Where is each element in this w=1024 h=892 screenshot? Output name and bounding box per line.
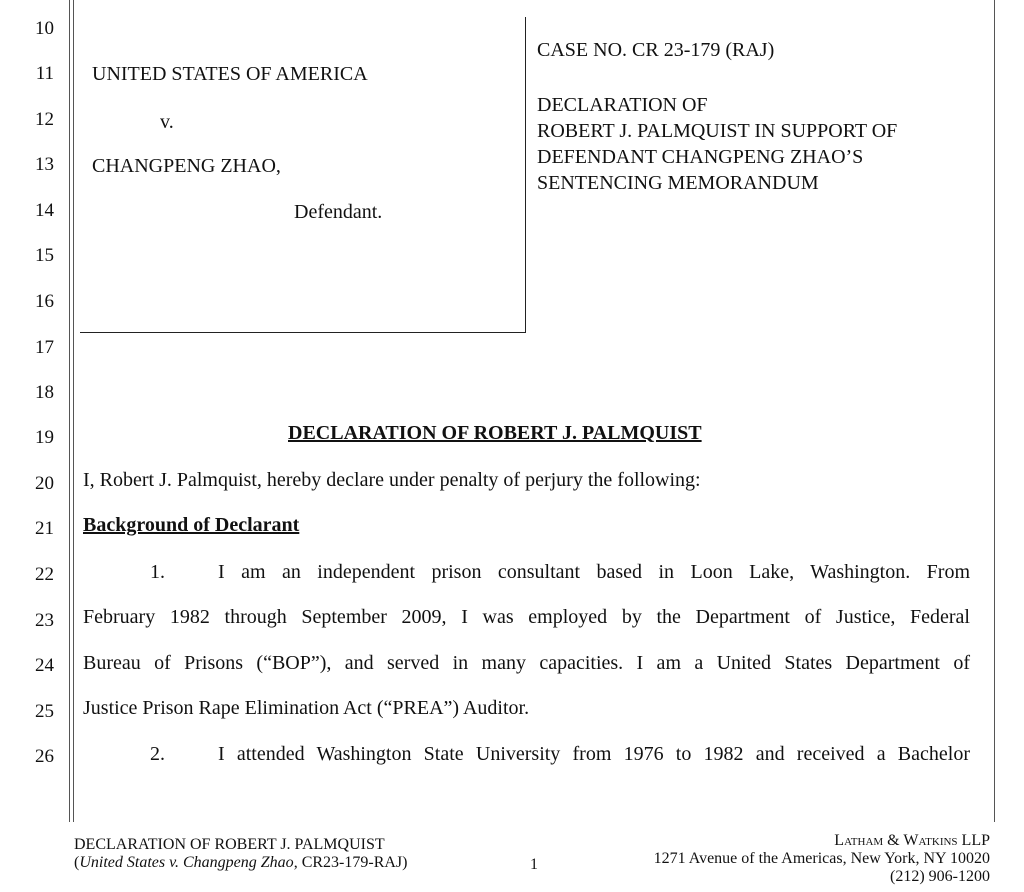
firm-name: Latham & Watkins LLP [834, 832, 990, 849]
paragraph-line: Justice Prison Rape Elimination Act (“PREA”) Auditor. [83, 697, 530, 719]
line-number: 20 [35, 473, 54, 494]
line-number: 15 [35, 245, 54, 266]
defendant-role: Defendant. [294, 201, 383, 223]
line-number: 16 [35, 291, 54, 312]
document-title-line: SENTENCING MEMORANDUM [537, 172, 819, 194]
line-number: 13 [35, 154, 54, 175]
case-name: United States v. Changpeng Zhao [79, 854, 294, 871]
paragraph-number: 2. [150, 743, 165, 765]
left-margin-rule [69, 0, 70, 822]
paragraph-number: 1. [150, 561, 165, 583]
line-number: 17 [35, 337, 54, 358]
document-title-line: DECLARATION OF [537, 94, 708, 116]
line-number: 26 [35, 746, 54, 767]
footer-document-id [74, 836, 407, 872]
versus-label: v. [160, 111, 174, 133]
firm-phone: (212) 906-1200 [890, 868, 990, 885]
document-title-line: DEFENDANT CHANGPENG ZHAO’S [537, 146, 864, 168]
line-number: 24 [35, 655, 54, 676]
document-title [537, 92, 897, 196]
footer-title: DECLARATION OF ROBERT J. PALMQUIST [74, 836, 385, 853]
line-number: 23 [35, 610, 54, 631]
line-number: 11 [35, 63, 54, 84]
defendant-name: CHANGPENG ZHAO, [92, 155, 281, 177]
plaintiff-name: UNITED STATES OF AMERICA [92, 63, 368, 85]
paragraph-line: I am an independent prison consultant based in Loon Lake, Washington. From [218, 561, 970, 583]
paragraph-line: February 1982 through September 2009, I was employed by the Department of Justice, Federal [83, 606, 970, 628]
intro-line: I, Robert J. Palmquist, hereby declare under penalty of perjury the following: [83, 469, 701, 491]
line-number: 18 [35, 382, 54, 403]
line-number: 12 [35, 109, 54, 130]
left-margin-rule-inner [73, 0, 74, 822]
document-title-line: ROBERT J. PALMQUIST IN SUPPORT OF [537, 120, 898, 142]
declaration-heading: DECLARATION OF ROBERT J. PALMQUIST [288, 422, 702, 444]
line-number: 14 [35, 200, 54, 221]
firm-address: 1271 Avenue of the Americas, New York, NY 10020 [653, 850, 990, 867]
case-number: CASE NO. CR 23-179 (RAJ) [537, 39, 775, 61]
line-number: 10 [35, 18, 54, 39]
footer-case-citation: (United States v. Changpeng Zhao, CR23-179-RAJ) [74, 854, 408, 871]
line-number: 21 [35, 518, 54, 539]
caption-underline [80, 332, 526, 333]
caption-divider [525, 17, 526, 333]
right-margin-rule [994, 0, 995, 822]
paragraph-line: Bureau of Prisons (“BOP”), and served in many capacities. I am a United States Department of [83, 652, 970, 674]
line-number: 25 [35, 701, 54, 722]
paragraph-line: I attended Washington State University from 1976 to 1982 and received a Bachelor [218, 743, 970, 765]
section-subheading: Background of Declarant [83, 514, 300, 536]
page-number: 1 [530, 856, 538, 873]
line-number: 19 [35, 427, 54, 448]
footer-firm-block [580, 832, 990, 886]
line-number: 22 [35, 564, 54, 585]
